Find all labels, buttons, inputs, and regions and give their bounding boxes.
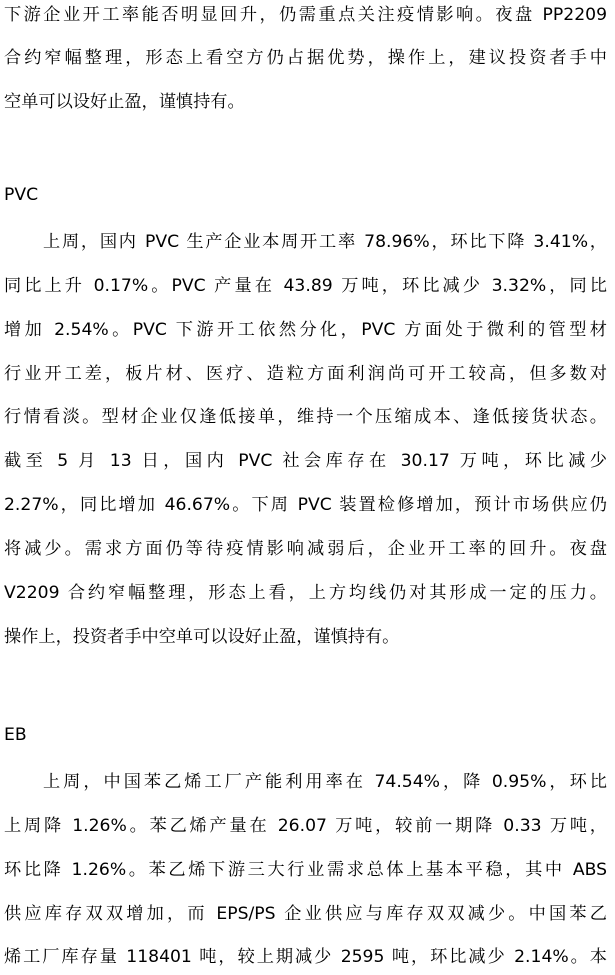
pvc-paragraph-line-4: 行业开工差，板片材、医疗、造粒方面利润尚可开工较高，但多数对 xyxy=(4,364,607,384)
pvc-section-heading: PVC xyxy=(4,185,39,205)
pp-paragraph-line-3: 空单可以设好止盈，谨慎持有。 xyxy=(4,92,245,112)
pp-paragraph-line-2: 合约窄幅整理，形态上看空方仍占据优势，操作上，建议投资者手中 xyxy=(4,48,607,68)
pvc-paragraph-line-5: 行情看淡。型材企业仅逢低接单，维持一个压缩成本、逢低接货状态。 xyxy=(4,407,607,427)
pvc-paragraph-line-8: 将减少。需求方面仍等待疫情影响减弱后，企业开工率的回升。夜盘 xyxy=(4,539,607,559)
pvc-paragraph-line-1: 上周，国内 PVC 生产企业本周开工率 78.96%，环比下降 3.41%， xyxy=(43,232,607,252)
eb-section-heading: EB xyxy=(4,725,27,745)
eb-paragraph-line-1: 上周，中国苯乙烯工厂产能利用率在 74.54%，降 0.95%，环比 xyxy=(43,772,607,792)
pvc-paragraph-line-3: 增加 2.54%。PVC 下游开工依然分化，PVC 方面处于微利的管型材 xyxy=(4,320,607,340)
pvc-paragraph-line-9: V2209 合约窄幅整理，形态上看，上方均线仍对其形成一定的压力。 xyxy=(4,583,607,603)
pvc-paragraph-line-10: 操作上，投资者手中空单可以设好止盈，谨慎持有。 xyxy=(4,627,400,647)
eb-paragraph-line-4: 供应库存双双增加，而 EPS/PS 企业供应与库存双双减少。中国苯乙 xyxy=(4,904,607,924)
eb-paragraph-line-3: 环比降 1.26%。苯乙烯下游三大行业需求总体上基本平稳，其中 ABS xyxy=(4,860,607,880)
pvc-paragraph-line-7: 2.27%，同比增加 46.67%。下周 PVC 装置检修增加，预计市场供应仍 xyxy=(4,495,607,515)
pvc-paragraph-line-2: 同比上升 0.17%。PVC 产量在 43.89 万吨，环比减少 3.32%，同比 xyxy=(4,276,607,296)
eb-paragraph-line-5: 烯工厂库存量 118401 吨，较上期减少 2595 吨，环比减少 2.14%。本 xyxy=(4,947,607,967)
pp-paragraph-line-1: 下游企业开工率能否明显回升，仍需重点关注疫情影响。夜盘 PP2209 xyxy=(4,5,607,25)
pvc-paragraph-line-6: 截至 5 月 13 日，国内 PVC 社会库存在 30.17 万吨，环比减少 xyxy=(4,451,607,471)
eb-paragraph-line-2: 上周降 1.26%。苯乙烯产量在 26.07 万吨，较前一期降 0.33 万吨， xyxy=(4,816,607,836)
